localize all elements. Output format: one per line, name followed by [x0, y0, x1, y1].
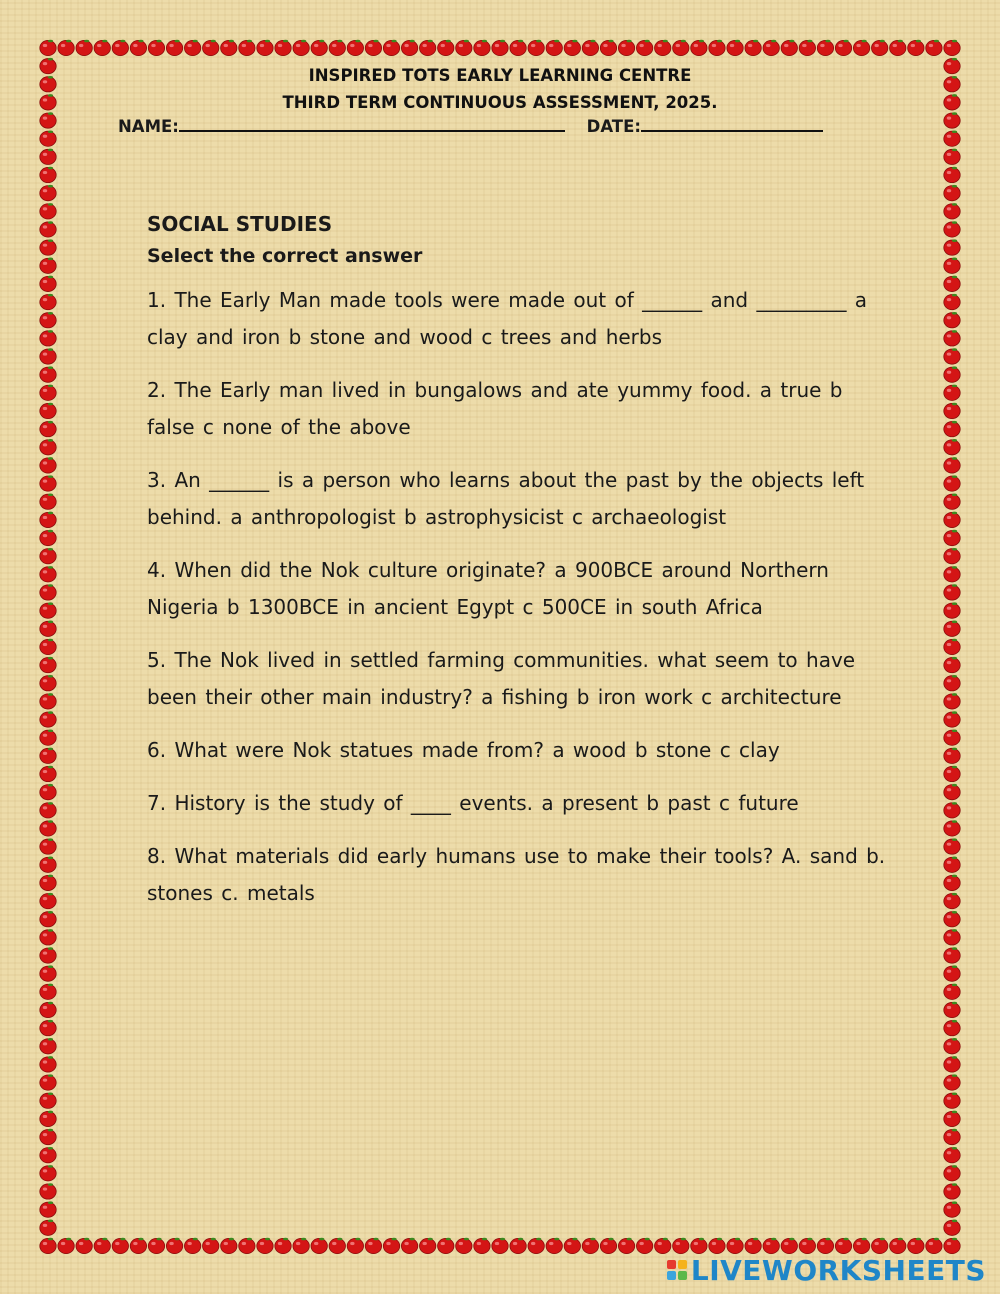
apple-icon [130, 40, 146, 56]
apple-icon [600, 1238, 616, 1254]
apple-icon [944, 493, 960, 509]
apple-icon [40, 149, 56, 165]
apple-icon [944, 149, 960, 165]
apple-icon [600, 40, 616, 56]
apple-icon [582, 1238, 598, 1254]
apple-icon [40, 1038, 56, 1054]
apple-icon [40, 94, 56, 110]
apple-icon [40, 1147, 56, 1163]
date-field[interactable] [641, 116, 823, 132]
apple-icon [944, 1020, 960, 1036]
apple-icon [40, 711, 56, 727]
apple-icon [510, 40, 526, 56]
apple-icon [40, 1165, 56, 1181]
apple-icon [745, 40, 761, 56]
apple-icon [908, 40, 924, 56]
apple-icon [944, 348, 960, 364]
apple-icon [944, 566, 960, 582]
apple-icon [401, 40, 417, 56]
apple-icon [40, 1002, 56, 1018]
apple-icon [636, 1238, 652, 1254]
apple-icon [40, 602, 56, 618]
apple-icon [257, 1238, 273, 1254]
apple-icon [40, 294, 56, 310]
apple-icon [40, 675, 56, 691]
apple-icon [944, 403, 960, 419]
apple-icon [944, 185, 960, 201]
apple-icon [944, 947, 960, 963]
apple-icon [40, 929, 56, 945]
apple-icon [944, 1129, 960, 1145]
apple-icon [655, 40, 671, 56]
apple-icon [203, 40, 219, 56]
apple-icon [166, 1238, 182, 1254]
apple-icon [40, 820, 56, 836]
apple-icon [944, 239, 960, 255]
apple-icon [40, 421, 56, 437]
apple-icon [275, 1238, 291, 1254]
apple-icon [944, 802, 960, 818]
apple-icon [944, 748, 960, 764]
apple-icon [944, 439, 960, 455]
apple-icon [221, 40, 237, 56]
apple-icon [40, 167, 56, 183]
apple-icon [474, 40, 490, 56]
apple-icon [311, 40, 327, 56]
apple-icon [944, 693, 960, 709]
apple-icon [40, 76, 56, 92]
apple-icon [40, 530, 56, 546]
apple-icon [799, 40, 815, 56]
apple-icon [40, 457, 56, 473]
logo-squares-icon [667, 1260, 687, 1280]
apple-icon [456, 40, 472, 56]
apple-icon [456, 1238, 472, 1254]
apple-icon [944, 621, 960, 637]
apple-icon [40, 729, 56, 745]
apple-icon [944, 58, 960, 74]
apple-icon [76, 40, 92, 56]
apple-icon [944, 294, 960, 310]
apple-icon [474, 1238, 490, 1254]
apple-icon [419, 40, 435, 56]
apple-icon [727, 40, 743, 56]
apple-icon [40, 857, 56, 873]
apple-icon [347, 40, 363, 56]
apple-icon [944, 1092, 960, 1108]
apple-icon [636, 40, 652, 56]
apple-icon [944, 1220, 960, 1236]
apple-icon [438, 1238, 454, 1254]
apple-icon [40, 403, 56, 419]
apple-icon [40, 766, 56, 782]
apple-icon [944, 40, 960, 56]
apple-icon [311, 1238, 327, 1254]
worksheet-header [110, 62, 890, 116]
apple-icon [94, 1238, 110, 1254]
apple-icon [40, 276, 56, 292]
apple-icon [944, 1002, 960, 1018]
question-1: 1. The Early Man made tools were made out of ______ and _________ a clay and iron b stone and wood c trees and herbs [147, 288, 868, 349]
apple-icon [239, 1238, 255, 1254]
apple-icon [944, 711, 960, 727]
apple-icon [944, 857, 960, 873]
apple-icon [365, 1238, 381, 1254]
apple-icon [944, 1183, 960, 1199]
apple-icon [944, 1201, 960, 1217]
apple-icon [944, 221, 960, 237]
apple-icon [275, 40, 291, 56]
apple-icon [40, 748, 56, 764]
apple-icon [944, 1165, 960, 1181]
apple-icon [40, 1238, 56, 1254]
question-8: 8. What materials did early humans use to make their tools? A. sand b. stones c. metals [147, 844, 886, 905]
apple-icon [40, 621, 56, 637]
apple-icon [40, 439, 56, 455]
apple-icon [618, 40, 634, 56]
apple-icon [184, 1238, 200, 1254]
apple-icon [76, 1238, 92, 1254]
apple-icon [944, 875, 960, 891]
apple-icon [40, 512, 56, 528]
apple-icon [492, 40, 508, 56]
apple-icon [40, 893, 56, 909]
apple-icon [40, 1129, 56, 1145]
name-date-line [118, 116, 878, 136]
apple-icon [546, 1238, 562, 1254]
apple-icon [944, 258, 960, 274]
apple-icon [40, 493, 56, 509]
apple-icon [944, 457, 960, 473]
apple-icon [510, 1238, 526, 1254]
apple-icon [944, 984, 960, 1000]
apple-icon [944, 675, 960, 691]
apple-icon [944, 1147, 960, 1163]
apple-icon [40, 1111, 56, 1127]
apple-icon [871, 40, 887, 56]
apple-icon [40, 947, 56, 963]
apple-icon [944, 76, 960, 92]
apple-icon [944, 475, 960, 491]
apple-icon [40, 330, 56, 346]
apple-icon [329, 40, 345, 56]
apple-icon [944, 820, 960, 836]
apple-icon [40, 1183, 56, 1199]
worksheet-body [147, 208, 887, 928]
question-7: 7. History is the study of ____ events. a present b past c future [147, 791, 799, 815]
apple-icon [817, 40, 833, 56]
apple-icon [438, 40, 454, 56]
name-field[interactable] [179, 116, 565, 132]
apple-icon [926, 40, 942, 56]
apple-icon [763, 40, 779, 56]
apple-icon [40, 965, 56, 981]
apple-icon [709, 40, 725, 56]
apple-icon [40, 203, 56, 219]
question-2: 2. The Early man lived in bungalows and ate yummy food. a true b false c none of the above [147, 378, 843, 439]
apple-icon [835, 40, 851, 56]
apple-icon [419, 1238, 435, 1254]
apple-icon [40, 312, 56, 328]
apple-icon [383, 1238, 399, 1254]
question-5: 5. The Nok lived in settled farming communities. what seem to have been their other main industry? a fishing b iron work c architecture [147, 648, 856, 709]
apple-icon [944, 530, 960, 546]
apple-icon [781, 40, 797, 56]
apple-icon [853, 40, 869, 56]
question-3: 3. An ______ is a person who learns about the past by the objects left behind. a anthropologist b astrophysicist c archaeologist [147, 468, 865, 529]
apple-icon [944, 893, 960, 909]
apple-icon [112, 1238, 128, 1254]
apple-icon [347, 1238, 363, 1254]
apple-icon [40, 1056, 56, 1072]
instruction-text: Select the correct answer [147, 245, 423, 267]
apple-icon [944, 421, 960, 437]
apple-icon [564, 1238, 580, 1254]
question-4: 4. When did the Nok culture originate? a 900BCE around Northern Nigeria b 1300BCE in ancient Egypt c 500CE in south Africa [147, 558, 829, 619]
apple-icon [40, 1220, 56, 1236]
apple-icon [166, 40, 182, 56]
apple-icon [944, 548, 960, 564]
liveworksheets-logo [667, 1252, 986, 1288]
apple-icon [528, 1238, 544, 1254]
apple-icon [944, 276, 960, 292]
apple-icon [58, 40, 74, 56]
assessment-title: THIRD TERM CONTINUOUS ASSESSMENT, 2025. [282, 93, 718, 112]
apple-icon [944, 784, 960, 800]
apple-icon [293, 1238, 309, 1254]
apple-icon [40, 657, 56, 673]
apple-icon [944, 94, 960, 110]
apple-icon [944, 766, 960, 782]
apple-icon [944, 1038, 960, 1054]
apple-icon [944, 1111, 960, 1127]
apple-icon [40, 112, 56, 128]
apple-icon [40, 58, 56, 74]
question-6: 6. What were Nok statues made from? a wood b stone c clay [147, 738, 780, 762]
apple-icon [944, 602, 960, 618]
apple-icon [40, 784, 56, 800]
apple-icon [40, 185, 56, 201]
apple-icon [40, 548, 56, 564]
apple-icon [546, 40, 562, 56]
apple-icon [40, 1074, 56, 1090]
apple-icon [944, 203, 960, 219]
apple-icon [221, 1238, 237, 1254]
apple-icon [944, 584, 960, 600]
apple-icon [40, 1092, 56, 1108]
apple-icon [944, 1056, 960, 1072]
apple-icon [203, 1238, 219, 1254]
apple-icon [944, 838, 960, 854]
apple-icon [184, 40, 200, 56]
apple-icon [130, 1238, 146, 1254]
apple-icon [40, 639, 56, 655]
apple-icon [112, 40, 128, 56]
apple-icon [239, 40, 255, 56]
apple-icon [944, 911, 960, 927]
apple-icon [944, 130, 960, 146]
apple-icon [329, 1238, 345, 1254]
apple-icon [944, 167, 960, 183]
apple-icon [58, 1238, 74, 1254]
apple-icon [944, 366, 960, 382]
apple-icon [944, 330, 960, 346]
apple-icon [40, 475, 56, 491]
apple-icon [944, 729, 960, 745]
apple-icon [257, 40, 273, 56]
apple-icon [40, 838, 56, 854]
apple-icon [944, 639, 960, 655]
apple-icon [944, 112, 960, 128]
apple-icon [40, 258, 56, 274]
school-name: INSPIRED TOTS EARLY LEARNING CENTRE [308, 66, 692, 85]
apple-icon [890, 40, 906, 56]
apple-icon [40, 875, 56, 891]
apple-icon [944, 657, 960, 673]
apple-icon [40, 130, 56, 146]
apple-icon [582, 40, 598, 56]
apple-icon [673, 40, 689, 56]
subject-heading: SOCIAL STUDIES [147, 212, 333, 236]
apple-icon [293, 40, 309, 56]
apple-icon [40, 40, 56, 56]
apple-icon [40, 693, 56, 709]
apple-icon [40, 239, 56, 255]
apple-icon [40, 984, 56, 1000]
apple-icon [40, 566, 56, 582]
date-label: DATE: [586, 117, 641, 136]
apple-icon [148, 40, 164, 56]
apple-icon [365, 40, 381, 56]
apple-icon [40, 385, 56, 401]
apple-icon [944, 385, 960, 401]
apple-icon [40, 221, 56, 237]
apple-icon [528, 40, 544, 56]
logo-text: LIVEWORKSHEETS [690, 1253, 986, 1287]
apple-icon [40, 911, 56, 927]
name-label: NAME: [118, 117, 179, 136]
apple-icon [94, 40, 110, 56]
apple-icon [40, 1201, 56, 1217]
apple-icon [383, 40, 399, 56]
apple-icon [618, 1238, 634, 1254]
apple-icon [944, 512, 960, 528]
apple-icon [944, 965, 960, 981]
apple-icon [40, 1020, 56, 1036]
apple-icon [944, 312, 960, 328]
apple-icon [492, 1238, 508, 1254]
apple-icon [148, 1238, 164, 1254]
apple-icon [40, 802, 56, 818]
apple-icon [691, 40, 707, 56]
apple-icon [40, 348, 56, 364]
apple-icon [40, 584, 56, 600]
apple-icon [564, 40, 580, 56]
apple-icon [40, 366, 56, 382]
apple-icon [401, 1238, 417, 1254]
apple-icon [944, 929, 960, 945]
apple-icon [944, 1074, 960, 1090]
